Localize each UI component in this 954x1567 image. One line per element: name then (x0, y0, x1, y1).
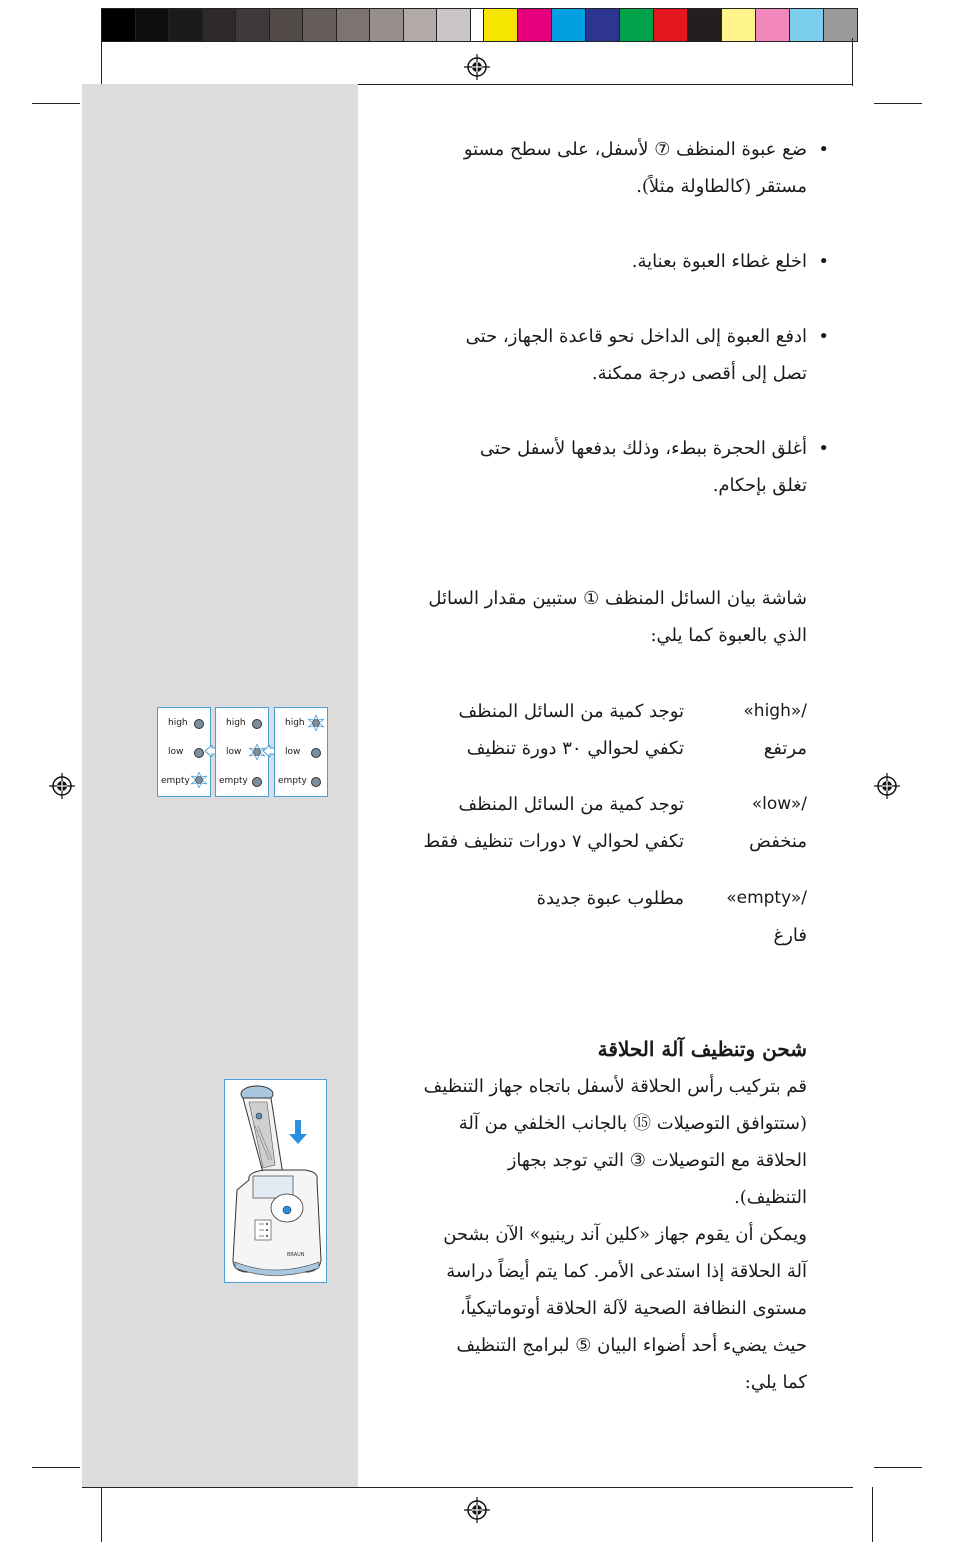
process-color-swatch (585, 8, 620, 42)
indicator-panel-empty: high low empty (157, 707, 211, 797)
crop-mark (101, 38, 102, 86)
indicator-panel-low: high low empty (215, 707, 269, 797)
process-color-swatch (789, 8, 824, 42)
process-color-swatch (517, 8, 552, 42)
process-color-swatch (619, 8, 654, 42)
crop-mark (32, 1467, 80, 1468)
section-title: شحن وتنظيف آلة الحلاقة (597, 1037, 807, 1061)
registration-mark-icon (464, 54, 490, 80)
blinking-led-icon (308, 715, 324, 731)
process-color-swatch (755, 8, 790, 42)
crop-mark (101, 1487, 102, 1542)
gray-swatch (302, 8, 337, 42)
process-color-swatch (721, 8, 756, 42)
crop-mark (872, 1487, 873, 1542)
gray-swatch (369, 8, 404, 42)
led-icon (311, 748, 321, 758)
process-color-swatch (483, 8, 518, 42)
led-icon (252, 719, 262, 729)
gray-swatch (235, 8, 270, 42)
bullet-remove-lid: • اخلع غطاء العبوة بعناية. (631, 251, 829, 272)
gray-swatch (269, 8, 304, 42)
registration-mark-icon (874, 773, 900, 799)
crop-mark (852, 38, 853, 86)
gray-swatch (168, 8, 203, 42)
crop-mark (32, 103, 80, 104)
bullet-close-tray: • أغلق الحجرة ببطء، وذلك بدفعها لأسفل حتى تغلق بإحكام. (479, 438, 829, 496)
blinking-led-icon (191, 772, 207, 788)
gray-swatch (101, 8, 136, 42)
indicator-panel-high: high low empty (274, 707, 328, 797)
gray-swatch (135, 8, 170, 42)
led-icon (194, 719, 204, 729)
led-icon (194, 748, 204, 758)
led-icon (252, 777, 262, 787)
process-color-swatch (551, 8, 586, 42)
brand-logo: BRAUN (287, 1252, 305, 1258)
bullet-push-cartridge: • ادفع العبوة إلى الداخل نحو قاعدة الجهاز، حتى تصل إلى أقصى درجة ممكنة. (465, 326, 829, 384)
registration-mark-icon (464, 1497, 490, 1523)
crop-mark (874, 103, 922, 104)
crop-mark (874, 1467, 922, 1468)
registration-mark-icon (49, 773, 75, 799)
gray-swatch (403, 8, 438, 42)
gray-swatch (436, 8, 471, 42)
process-color-swatch (653, 8, 688, 42)
bullet-place-cartridge: • ضع عبوة المنظف ⑦ لأسفل، على سطح مستو مستقر (كالطاولة مثلاً). (463, 139, 829, 197)
gray-swatch (202, 8, 237, 42)
process-color-swatch (687, 8, 722, 42)
gray-swatch (336, 8, 371, 42)
page-bottom-edge (82, 1487, 853, 1488)
shaver-in-station-icon (225, 1080, 325, 1281)
display-intro: شاشة بيان السائل المنظف ① ستبين مقدار السائل الذي بالعبوة كما يلي: (428, 588, 807, 646)
led-icon (311, 777, 321, 787)
process-color-swatch (823, 8, 858, 42)
shaver-station-illustration (224, 1079, 327, 1283)
section-body: قم بتركيب رأس الحلاقة لأسفل باتجاه جهاز التنظيف (ستتوافق التوصيلات ⑮ بالجانب الخلفي من آلة الحلاقة مع التوصيلات ③ التي توجد بجهاز التنظيف). ويمكن أن يقوم جهاز «كلين آند رينيو» الآن بشحن آلة الحلاقة إذا استدعى الأمر. كما يتم أيضاً دراسة مستوى النظافة الصحية لآلة الحلاقة أوتوماتيكياً، حيث يضيء أحد أضواء البيان ⑤ لبرامج التنظيف كما يلي: (423, 1076, 807, 1393)
